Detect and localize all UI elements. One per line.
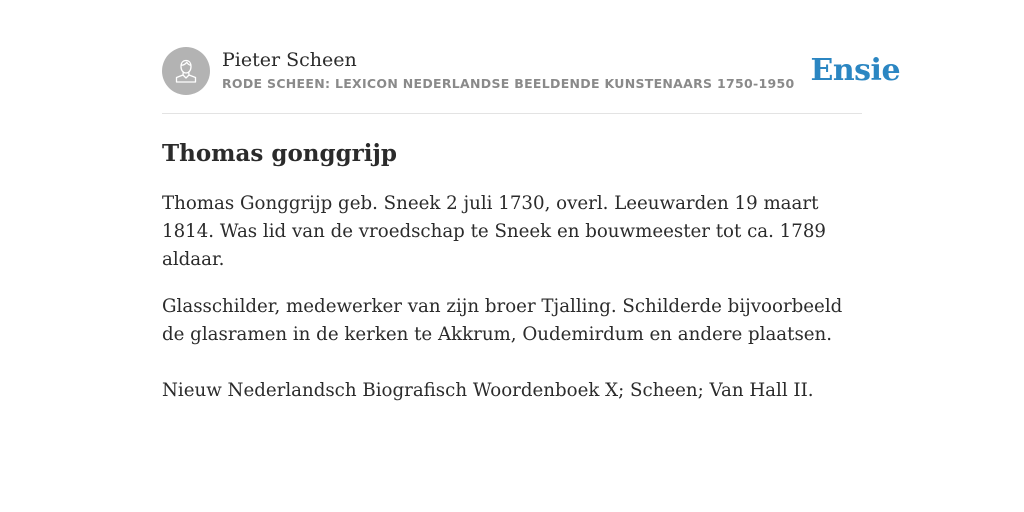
article-paragraph: Glasschilder, medewerker van zijn broer Tjalling. Schilderde bijvoorbeeld de glasramen in de kerken te Akkrum, Oudemirdum en andere plaatsen. (162, 296, 843, 345)
article-references: Nieuw Nederlandsch Biografisch Woordenboek X; Scheen; Van Hall II. (162, 380, 814, 401)
ensie-logo[interactable]: Ensie (810, 53, 901, 88)
author-block (222, 48, 795, 92)
header-divider (162, 113, 862, 114)
article-paragraph: Thomas Gonggrijp geb. Sneek 2 juli 1730, overl. Leeuwarden 19 maart 1814. Was lid van de vroedschap te Sneek en bouwmeester tot ca. 1789 aldaar. (162, 193, 826, 270)
author-name[interactable]: Pieter Scheen (222, 48, 357, 71)
user-icon (171, 56, 201, 86)
article-header (162, 46, 901, 96)
author-avatar[interactable] (162, 47, 210, 95)
article-card (162, 46, 901, 405)
article-title: Thomas gonggrijp (162, 140, 397, 167)
source-label[interactable]: RODE SCHEEN: LEXICON NEDERLANDSE BEELDENDE KUNSTENAARS 1750-1950 (222, 75, 795, 91)
